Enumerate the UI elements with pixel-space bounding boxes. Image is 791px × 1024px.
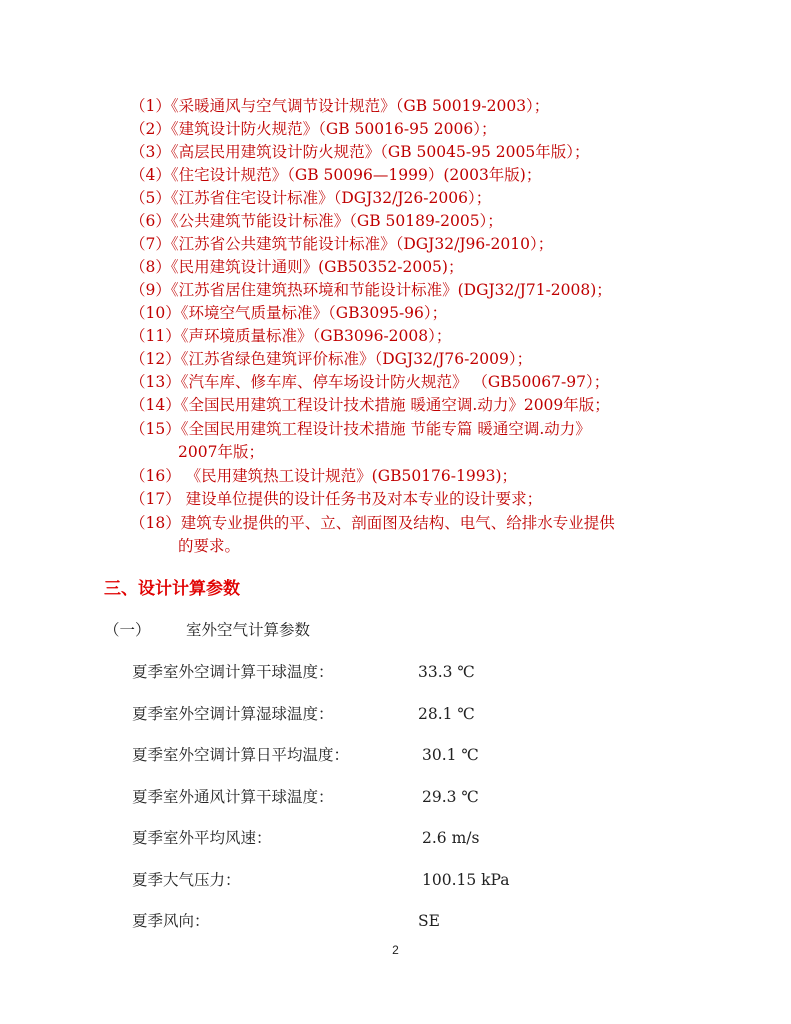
section-heading: 三、设计计算参数: [104, 579, 240, 599]
parameter-value: 100.15 kPa: [422, 871, 510, 889]
parameter-label: 夏季室外平均风速：: [132, 829, 272, 847]
reference-item: （17） 建设单位提供的设计任务书及对本专业的设计要求；: [130, 490, 543, 508]
parameter-label: 夏季风向：: [132, 912, 210, 930]
page-number: 2: [392, 943, 399, 957]
reference-item: （8）《民用建筑设计通则》(GB50352-2005)；: [130, 258, 464, 276]
parameter-label: 夏季室外空调计算日平均温度：: [132, 746, 350, 764]
reference-item: （7）《江苏省公共建筑节能设计标准》（DGJ32/J96-2010）；: [130, 235, 554, 253]
reference-item: （10）《环境空气质量标准》（GB3095-96）；: [130, 304, 448, 322]
parameter-value: 33.3 ℃: [418, 663, 475, 681]
reference-item: （4）《住宅设计规范》（GB 50096—1999）(2003年版)；: [130, 166, 542, 184]
parameter-value: 28.1 ℃: [418, 705, 475, 723]
parameter-label: 夏季室外空调计算干球温度：: [132, 663, 334, 681]
reference-item: （13）《汽车库、修车库、停车场设计防火规范》 （GB50067-97）；: [130, 373, 610, 391]
reference-item: （18）建筑专业提供的平、立、剖面图及结构、电气、给排水专业提供: [130, 514, 615, 532]
reference-item: （1）《采暖通风与空气调节设计规范》（GB 50019-2003）；: [130, 97, 550, 115]
reference-item: （3）《高层民用建筑设计防火规范》（GB 50045-95 2005年版）；: [130, 143, 590, 161]
parameter-label: 夏季室外通风计算干球温度：: [132, 788, 334, 806]
reference-item: （12）《江苏省绿色建筑评价标准》（DGJ32/J76-2009）；: [130, 350, 533, 368]
subsection-title: 室外空气计算参数: [186, 621, 311, 639]
parameter-value: 29.3 ℃: [422, 788, 479, 806]
parameter-label: 夏季室外空调计算湿球温度：: [132, 705, 334, 723]
reference-item: （15）《全国民用建筑工程设计技术措施 节能专篇 暖通空调.动力》: [130, 420, 591, 438]
reference-item: （5）《江苏省住宅设计标准》（DGJ32/J26-2006）；: [130, 189, 492, 207]
parameter-value: 30.1 ℃: [422, 746, 479, 764]
reference-item: （9）《江苏省居住建筑热环境和节能设计标准》(DGJ32/J71-2008)；: [130, 281, 612, 299]
reference-item-continuation: 2007年版；: [178, 443, 264, 461]
subsection-number: （一）: [104, 621, 151, 639]
parameter-value: SE: [418, 912, 440, 930]
reference-item: （11）《声环境质量标准》（GB3096-2008）；: [130, 327, 452, 345]
subsection-heading: [104, 620, 310, 640]
reference-item: （16） 《民用建筑热工设计规范》(GB50176-1993)；: [130, 467, 518, 485]
reference-item: （14）《全国民用建筑工程设计技术措施 暖通空调.动力》2009年版；: [130, 396, 610, 414]
reference-item: （2）《建筑设计防火规范》（GB 50016-95 2006）；: [130, 120, 497, 138]
parameter-value: 2.6 m/s: [422, 829, 480, 847]
parameter-label: 夏季大气压力：: [132, 871, 241, 889]
reference-item: （6）《公共建筑节能设计标准》（GB 50189-2005）；: [130, 212, 503, 230]
reference-item-continuation: 的要求。: [178, 537, 241, 555]
